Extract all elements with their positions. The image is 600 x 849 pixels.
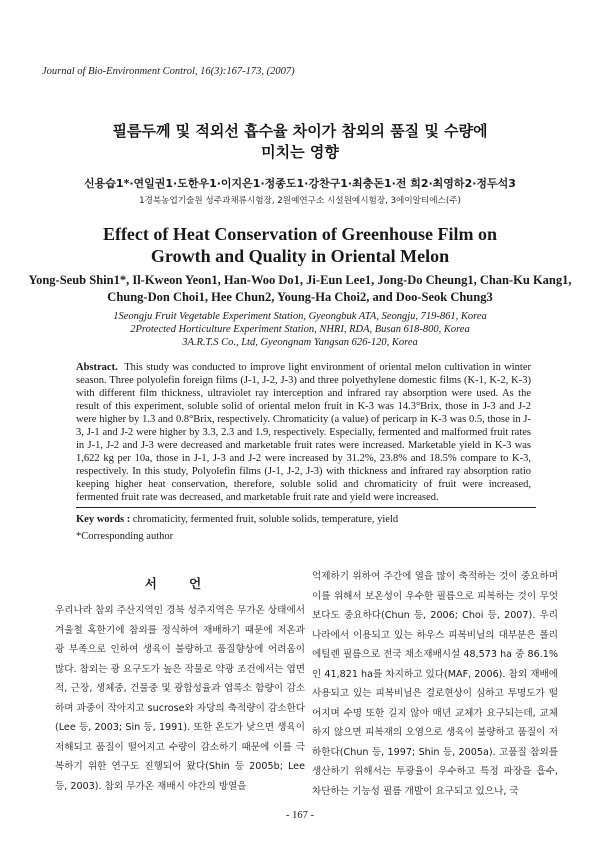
abstract: [76, 361, 531, 504]
english-authors-line-1: Yong-Seub Shin1*, Il-Kweon Yeon1, Han-Woo Do1, Ji-Eun Lee1, Jong-Do Cheung1, Chan-Ku Kang1,: [28, 273, 572, 287]
corresponding-author-note: *Corresponding author: [76, 531, 174, 542]
body-paragraph-left: 우리나라 참외 주산지역인 경북 성주지역은 무가온 상태에서 겨울철 혹한기에 참외를 정식하여 재배하기 때문에 저온과 광 부족으로 인하여 생육이 불량하고 품질향상에 어려움이 많다. 참외는 광 요구도가 높은 작물로 약광 조건에서는 엽면적, 근장, 생체중, 건물중 및 광합성율과 엽록소 함량이 감소하며 과중이 작아지고 sucrose와 자당의 축적량이 감소한다(Lee 등, 2003; Sin 등, 1991). 또한 온도가 낮으면 생육이 저해되고 품질이 떨어지고 수량이 감소하기 때문에 이를 극복하기 위한 연구도 진행되어 왔다(Shin 등 2005b; Lee 등, 2003). 참외 무가온 재배시 야간의 방열을: [55, 605, 305, 792]
korean-title-line-1: 필름두께 및 적외선 흡수율 차이가 참외의 품질 및 수량에: [112, 122, 488, 140]
english-affiliation-3: 3A.R.T.S Co., Ltd, Gyeongnam Yangsan 626-120, Korea: [182, 337, 418, 348]
abstract-label: Abstract.: [76, 362, 118, 373]
english-title-line-1: Effect of Heat Conservation of Greenhouse Film on: [102, 224, 498, 244]
korean-affiliations: 1경북농업기술원 성주과채류시험장, 2원예연구소 시설원예시험장, 3에이알티에스(주): [139, 196, 461, 206]
body-column-left: [55, 601, 305, 796]
english-affiliation-2: 2Protected Horticulture Experiment Station, NHRI, RDA, Busan 618-800, Korea: [130, 324, 470, 335]
body-column-right: [312, 567, 558, 801]
english-authors: [0, 272, 600, 306]
journal-citation: Journal of Bio-Environment Control, 16(3):167-173, (2007): [42, 66, 295, 77]
english-affiliation-1: 1Seongju Fruit Vegetable Experiment Station, Gyeongbuk ATA, Seongju, 719-861, Korea: [113, 311, 487, 322]
keywords-text: chromaticity, fermented fruit, soluble solids, temperature, yield: [132, 514, 399, 525]
english-title: [0, 223, 600, 267]
keywords: [76, 514, 398, 525]
english-title-line-2: Growth and Quality in Oriental Melon: [150, 246, 450, 266]
section-heading-introduction: 서 언: [144, 576, 216, 591]
page-number: - 167 -: [286, 810, 314, 821]
korean-authors: 신용습1*·연일권1·도한우1·이지은1·정종도1·강찬구1·최충돈1·전 희2·최영하2·정두석3: [84, 177, 516, 190]
abstract-text: This study was conducted to improve light environment of oriental melon cultivation in winter season. Three polyolefin foreign films (J-1, J-2, J-3) and three polyethylene domestic films (K-1, K-2, K-3) with different film thickness, ultraviolet ray interception and infrared ray absorption were used. As the result of this experiment, soluble solid of oriental melon fruit in K-3 was 14.3°Brix, those in J-3 and J-2 were higher by 1.3 and 0.8°Brix, respectively. Chromaticity (a value) of pericarp in K-3 was 0.5, those in J-3, J-1 and J-2 were higher by 3.3, 2.3 and 1.9, respectively. Especially, fermented and malformed fruit rates in J-1, J-2 and J-3 were decreased and marketable fruit rates were increased. Marketable yield in K-3 was 1,622 kg per 10a, those in J-1, J-3 and J-2 were increased by 31.2%, 23.8% and 18.5% compare to K-3, respectively. In this study, Polyolefin films (J-1, J-2, J-3) with thickness and infrared ray absorption ratio keeping higher heat conservation, therefore, soluble solid and chromaticity of fruit were increased, fermented fruit rate was decreased, and marketable fruit rate and yield were increased.: [76, 362, 531, 503]
keywords-top-rule: [76, 507, 536, 508]
korean-title-line-2: 미치는 영향: [261, 143, 339, 161]
english-affiliations: [0, 310, 600, 349]
keywords-label: Key words :: [76, 514, 131, 525]
korean-title: [0, 121, 600, 163]
english-authors-line-2: Chung-Don Choi1, Hee Chun2, Young-Ha Choi2, and Doo-Seok Chung3: [107, 290, 493, 304]
body-paragraph-right: 억제하기 위하여 주간에 열을 많이 축적하는 것이 중요하며 이를 위해서 보온성이 우수한 필름으로 피복하는 것이 무엇보다도 중요하다(Chun 등, 2006; Choi 등, 2007). 우리나라에서 이용되고 있는 하우스 피복비닐의 대부분은 폴리에틸렌 필름으로 전국 채소재배시설 48,573 ha 중 86.1%인 41,821 ha를 차지하고 있다(MAF, 2006). 참외 재배에 사용되고 있는 피복비닐은 결로현상이 심하고 투명도가 떨어지며 수명 또한 길지 않아 매년 교체가 요구되는데, 교체하지 않으면 피복재의 오염으로 생육이 불량하고 품질이 저하한다(Chun 등, 1997; Shin 등, 2005a). 고품질 참외를 생산하기 위해서는 투광율이 우수하고 특정 파장을 흡수, 차단하는 기능성 필름 개발이 요구되고 있으나, 국: [312, 571, 558, 797]
